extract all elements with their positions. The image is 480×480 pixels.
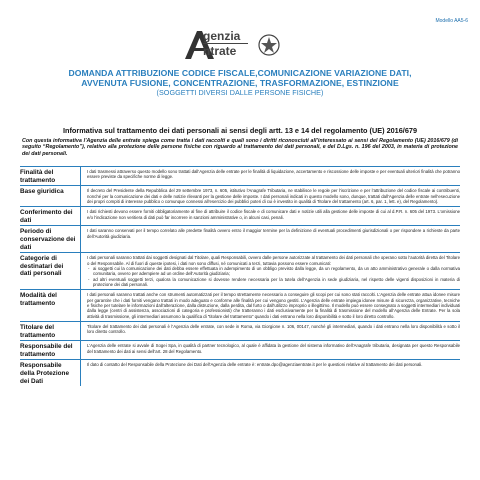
section-row [20,340,460,359]
form-code: Modello AA5-6 [435,18,468,24]
section-heading: Responsabile del trattamento [20,343,73,358]
section-row [20,359,460,386]
section-text: L’Agenzia delle entrate si avvale di Sogei Spa, in qualità di partner tecnologico, al quale è affidata la gestione del sistema informativo dell’Anagrafe tributaria, designata per questo Responsabile del trattamento dei dati ai sensi dell’art. 28 del Regolamento. [80,341,460,359]
section-heading: Titolare del trattamento [20,323,56,339]
privacy-table [20,166,460,386]
logo-bottom-text: ntrate [203,44,237,58]
agenzia-entrate-logo [183,25,293,65]
section-heading: Responsabile della Protezione dei Dati [20,362,70,385]
list-item: - ai soggetti cui la comunicazione dei dati debba essere effettuata in adempimento di un obbligo previsto dalla legge, da un regolamento, da un atto amministrativo generale o dalla normativa comunitaria, ovvero per adempiere ad un ordine dell’Autorità giudiziaria; [93,266,460,277]
section-row [20,166,460,185]
document-title [20,68,460,98]
informativa-intro: Con questa informativa l’Agenzia delle entrate spiega come tratta i dati raccolti e quali sono i diritti riconosciuti all’interessato ai sensi del Regolamento (UE) 2016/679 (di seguito “Regolamento”), relativo alla protezione delle persone fisiche con riguardo al trattamento dei dati personali, e del D.Lgs. n. 196 del 2003, in materia di protezione dei dati personali. [22,138,458,157]
section-row [20,206,460,225]
section-text: Titolare del trattamento dei dati personali è l’Agenzia delle entrate, con sede in Roma, via Giorgione n. 106, 00147, nonché gli intermediari, quando i dati entrano nella loro disponibilità e sotto il loro diretto controllo. [80,322,460,340]
section-heading: Periodo di conservazione dei dati [20,228,76,251]
list-item: - ad altri eventuali soggetti terzi, qualora la comunicazione si dovesse rendere necessaria per la tutela dell’Agenzia in sede giudiziaria, nel rispetto delle vigenti disposizioni in materia di protezione dei dati personali. [93,277,460,288]
section-row [20,289,460,321]
section-text: I dati saranno conservati per il tempo correlato alle predette finalità ovvero entro il maggior termine per la definizione di eventuali procedimenti giurisdizionali o per rispondere a richieste da parte dell’Autorità giudiziaria. [80,226,460,252]
section-heading: Modalità del trattamento [20,292,57,307]
section-heading: Finalità del trattamento [20,169,56,184]
section-row [20,321,460,340]
section-row [20,185,460,206]
section-text: I dati richiesti devono essere forniti obbligatoriamente al fine di attribuire il codice fiscale e di comunicare dati e notizie utili alla gestione delle imposte di cui al d.P.R. n. 605 del 1973. L’omissione e/o l’indicazione non veritiera di dati può far incorrere in sanzioni amministrative o, in alcuni casi, penali. [80,207,460,225]
title-line-3: (SOGGETTI DIVERSI DALLE PERSONE FISICHE) [156,88,324,97]
section-text: I dati personali saranno trattati dai soggetti designati dal Titolare, quali Responsabili, ovvero dalle persone autorizzate al trattamento dei dati personali che operano sotto l’autorità diretta del Titolare o del Responsabile. Al di fuori di queste ipotesi, i dati non sono diffusi, né comunicati a terzi, tuttavia possono essere comunicati: - ai soggetti cui la comunicazione dei dati debba essere effettuata in adempimento di un obbligo previsto dalla legge, da un regolamento, da un atto amministrativo generale o dalla normativa comunitaria, ovvero per adempiere ad un ordine dell’Autorità giudiziaria; - ad altri eventuali soggetti terzi, qualora la comunicazione si dovesse rendere necessaria per la tutela dell’Agenzia in sede giudiziaria, nel rispetto delle vigenti disposizioni in materia di protezione dei dati personali. [80,253,460,289]
section-heading: Categorie di destinatari dei dati personali [20,255,64,278]
title-line-2: AVVENUTA FUSIONE, CONCENTRAZIONE, TRASFORMAZIONE, ESTINZIONE [81,78,399,88]
section-text: I dati trasmessi attraverso questo modello sono trattati dall’Agenzia delle entrate per le finalità di liquidazione, accertamento e riscossione delle imposte e per eventuali ulteriori finalità che potranno essere previste da specifiche norme di legge. [80,167,460,185]
title-line-1: DOMANDA ATTRIBUZIONE CODICE FISCALE,COMUNICAZIONE VARIAZIONE DATI, [68,68,412,78]
logo-top-text: genzia [203,29,241,43]
section-row [20,225,460,252]
section-text: I dati personali saranno trattati anche con strumenti automatizzati per il tempo strettamente necessario a conseguire gli scopi per cui sono stati raccolti. L’Agenzia delle entrate attua idonee misure per garantire che i dati forniti vengano trattati in modo adeguato e conforme alle finalità per cui vengono gestiti. L’Agenzia delle entrate impiega idonee misure di sicurezza, organizzative, tecniche e fisiche per tutelare le informazioni dall’alterazione, dalla distruzione, dalla perdita, dal furto o dall’utilizzo improprio o illegittimo. Il modello può essere consegnato a soggetti intermediari individuati dalla legge (centri di assistenza, associazioni di categoria e professionisti) che tratteranno i dati esclusivamente per la finalità di trasmissione del modello all’Agenzia delle Entrate. Per la sola attività di trasmissione, gli intermediari assumono la qualifica di “titolare del trattamento” quando i dati entrano nella loro disponibilità e sotto il loro diretto controllo. [80,290,460,321]
section-heading: Base giuridica [20,188,64,196]
section-text: Il dato di contatto del Responsabile della Protezione dei Dati dell’Agenzia delle entrate è: entrate.dpo@agenziaentrate.it per le questioni relative al trattamento dei dati personali. [80,360,460,386]
informativa-heading: Informativa sul trattamento dei dati personali ai sensi degli artt. 13 e 14 del regolamento (UE) 2016/679 [62,126,417,135]
section-heading: Conferimento dei dati [20,209,73,224]
section-row [20,252,460,289]
section-text: Il decreto del Presidente della Repubblica del 29 settembre 1973, n. 605, istitutivo l’Anagrafe Tributaria, ne stabilisce le regole per l’iscrizione e per l’attribuzione del codice fiscale ai contribuenti, nonché per la comunicazione dei dati e delle notizie rilevanti per la gestione delle imposte. I dati personali indicati in questo modello sono, dunque, trattati dall’Agenzia delle entrate nell’esecuzione dei propri compiti di interesse pubblico o comunque connessi all’esercizio dei pubblici poteri di cui è investito in qualità di Titolare del trattamento (art. 6, par. 1, lett. e), del Regolamento). [80,186,460,206]
